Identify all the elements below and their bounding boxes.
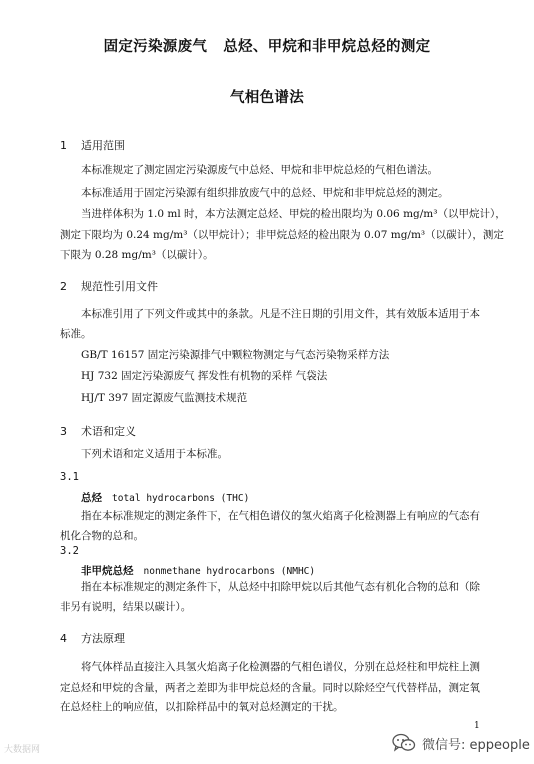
reference-item: GB/T 16157 固定污染源排气中颗粒物测定与气态污染物采样方法 bbox=[81, 349, 390, 361]
term-name: 总烃 bbox=[81, 492, 102, 504]
term-definition-line1: 指在本标准规定的测定条件下，在气相色谱仪的氢火焰离子化检测器上有响应的气态有 bbox=[81, 510, 480, 522]
watermark-wechat bbox=[392, 733, 530, 753]
scope-paragraph-3-line3: 下限为 0.28 mg/m³（以碳计）。 bbox=[60, 249, 214, 261]
document-subtitle: 气相色谱法 bbox=[230, 90, 304, 106]
term-number: 3.1 bbox=[60, 471, 79, 483]
references-paragraph-line2: 标准。 bbox=[60, 328, 92, 340]
section-heading-scope: 1 适用范围 bbox=[60, 139, 125, 152]
document-title: 固定污染源废气 总烃、甲烷和非甲烷总烃的测定 bbox=[103, 39, 431, 55]
term-english: total hydrocarbons (THC) bbox=[112, 493, 250, 504]
principle-paragraph-line2: 定总烃和甲烷的含量，两者之差即为非甲烷总烃的含量。同时以除烃空气代替样品，测定氧 bbox=[60, 682, 480, 694]
scope-paragraph-3-line2: 测定下限均为 0.24 mg/m³（以甲烷计）；非甲烷总烃的检出限为 0.07 mg/m³（以碳计），测定 bbox=[60, 229, 504, 241]
principle-paragraph-line1: 将气体样品直接注入具氢火焰离子化检测器的气相色谱仪，分别在总烃柱和甲烷柱上测 bbox=[81, 661, 480, 673]
watermark-right-text: 微信号: eppeople bbox=[422, 737, 530, 753]
scope-paragraph-1: 本标准规定了测定固定污染源废气中总烃、甲烷和非甲烷总烃的气相色谱法。 bbox=[81, 164, 438, 176]
wechat-icon bbox=[392, 733, 416, 753]
term-title-thc bbox=[81, 490, 249, 505]
references-paragraph-line1: 本标准引用了下列文件或其中的条款。凡是不注日期的引用文件，其有效版本适用于本 bbox=[81, 308, 480, 320]
principle-paragraph-line3: 在总烃柱上的响应值，以扣除样品中的氧对总烃测定的干扰。 bbox=[60, 701, 344, 713]
term-name: 非甲烷总烃 bbox=[81, 565, 134, 577]
term-title-nmhc bbox=[81, 563, 315, 578]
scope-paragraph-2: 本标准适用于固定污染源有组织排放废气中的总烃、甲烷和非甲烷总烃的测定。 bbox=[81, 187, 449, 199]
reference-item: HJ/T 397 固定源废气监测技术规范 bbox=[81, 392, 248, 404]
scope-paragraph-3-line1: 当进样体积为 1.0 ml 时，本方法测定总烃、甲烷的检出限均为 0.06 mg/m³（以甲烷计）， bbox=[81, 208, 506, 220]
section-heading-terms: 3 术语和定义 bbox=[60, 425, 136, 438]
page-number: 1 bbox=[474, 721, 480, 731]
watermark-left: 大数据网 bbox=[4, 745, 41, 755]
term-definition-line2: 机化合物的总和。 bbox=[60, 530, 144, 542]
reference-item: HJ 732 固定污染源废气 挥发性有机物的采样 气袋法 bbox=[81, 370, 328, 382]
section-heading-method-principle: 4 方法原理 bbox=[60, 632, 125, 645]
section-heading-normative-references: 2 规范性引用文件 bbox=[60, 280, 158, 293]
term-english: nonmethane hydrocarbons (NMHC) bbox=[143, 566, 316, 577]
term-definition-line1: 指在本标准规定的测定条件下，从总烃中扣除甲烷以后其他气态有机化合物的总和（除 bbox=[81, 581, 480, 593]
terms-intro: 下列术语和定义适用于本标准。 bbox=[81, 448, 228, 460]
term-number: 3.2 bbox=[60, 545, 79, 557]
term-definition-line2: 非另有说明，结果以碳计）。 bbox=[60, 601, 192, 613]
